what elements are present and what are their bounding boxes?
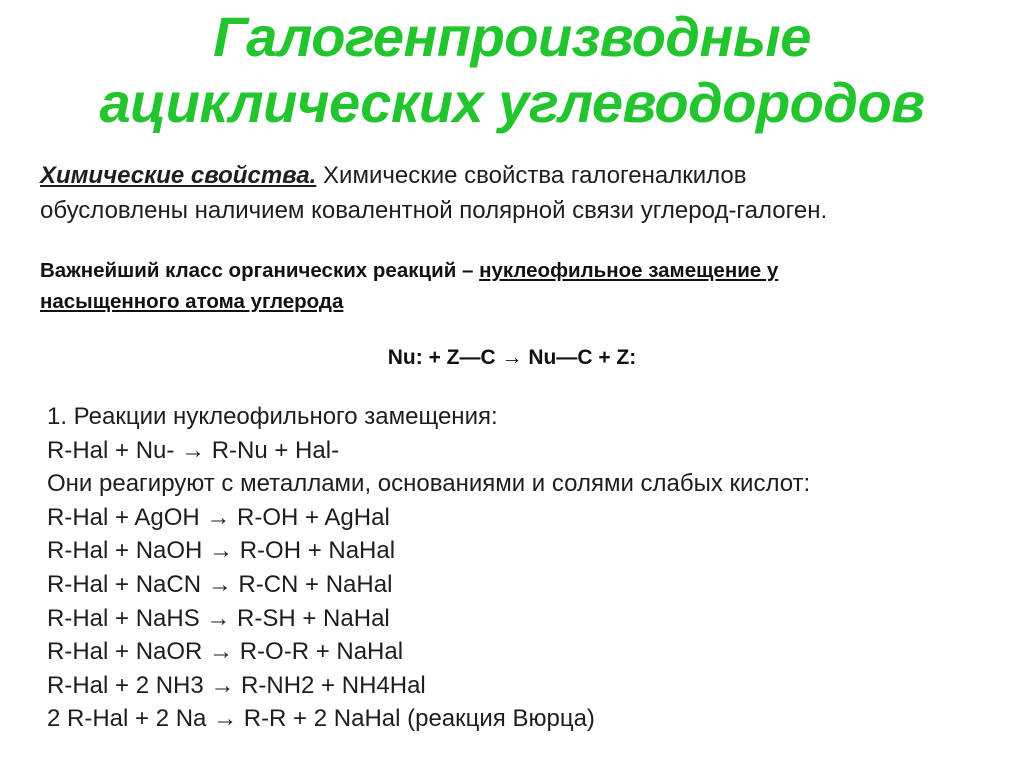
reactions-list [47, 400, 987, 736]
substitution-scheme: Nu: + Z—C → Nu—C + Z: [387, 346, 637, 369]
list-item: Они реагируют с металлами, основаниями и солями слабых кислот: [47, 470, 811, 498]
list-item: 2 R-Hal + 2 Na → R-R + 2 NaHal (реакция Вюрца) [47, 705, 595, 733]
slide-title [0, 4, 1024, 136]
important-prefix: Важнейший класс органических реакций – [40, 259, 480, 282]
list-item: R-Hal + NaOR → R-O-R + NaHal [47, 638, 404, 666]
list-item: R-Hal + Nu- → R-Nu + Hal- [47, 436, 340, 464]
intro-text-line-2: обусловлены наличием ковалентной полярной связи углерод-галоген. [40, 197, 828, 224]
list-item: R-Hal + 2 NH3 → R-NH2 + NH4Hal [47, 671, 426, 699]
chemical-properties-heading: Химические свойства. [40, 162, 317, 189]
list-item: R-Hal + NaHS → R-SH + NaHal [47, 604, 390, 632]
list-item: R-Hal + NaCN → R-CN + NaHal [47, 570, 393, 598]
title-line-1: Галогенпроизводные [213, 5, 811, 68]
important-underlined-line-1: нуклеофильное замещение у [479, 259, 779, 282]
important-underlined-line-2: насыщенного атома углерода [40, 290, 344, 313]
title-line-2: ациклических углеводородов [99, 71, 925, 134]
intro-text-line-1: Химические свойства галогеналкилов [316, 162, 747, 189]
list-item: R-Hal + AgOH → R-OH + AgHal [47, 503, 390, 531]
list-item: R-Hal + NaOH → R-OH + NaHal [47, 537, 396, 565]
list-item: 1. Реакции нуклеофильного замещения: [47, 403, 498, 430]
chemical-properties-paragraph [40, 158, 990, 228]
important-reaction-class [40, 255, 990, 317]
